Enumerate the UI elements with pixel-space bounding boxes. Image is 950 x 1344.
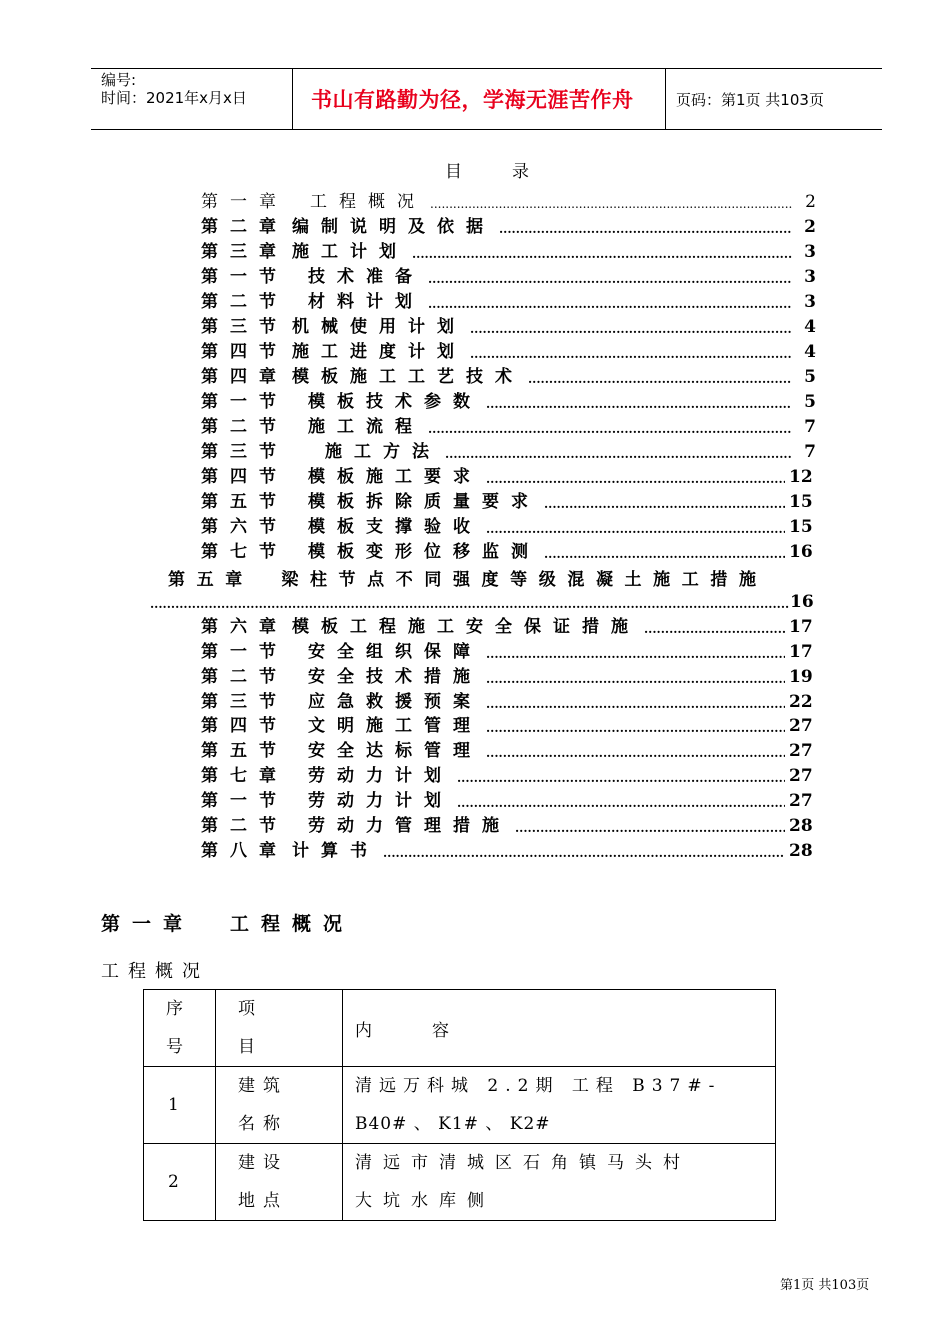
toc-entry-title: 机械使用计划 <box>292 317 466 337</box>
header-divider <box>292 68 293 129</box>
row-content-cell <box>343 1067 776 1144</box>
row-no-cell <box>144 1067 216 1144</box>
toc-entry-page: 27 <box>789 791 813 811</box>
toc-entry-page: 27 <box>789 741 813 761</box>
toc-entry[interactable] <box>201 338 816 362</box>
toc-entry[interactable] <box>201 812 813 836</box>
header-cell-no <box>144 990 216 1067</box>
toc-entry-label: 第六章 <box>201 617 288 637</box>
toc-entry-title: 计算书 <box>292 841 379 861</box>
toc-entry-page: 5 <box>804 392 816 412</box>
toc-leader <box>486 397 792 412</box>
footer-page-number: 第1页 共103页 <box>780 1278 870 1293</box>
toc-entry-label: 第二节 <box>201 816 288 836</box>
toc-leader <box>486 721 785 736</box>
toc-entry-label: 第一节 <box>201 791 288 811</box>
toc-entry-title: 施工方法 <box>325 442 441 462</box>
toc-entry-label: 第四章 <box>201 367 288 387</box>
toc-leader <box>383 846 785 861</box>
toc-entry-page: 19 <box>789 667 813 687</box>
toc-entry[interactable] <box>168 565 768 590</box>
toc-entry-title: 工程概况 <box>310 192 426 212</box>
toc-entry-label: 第七节 <box>201 542 288 562</box>
toc-entry-label: 第四节 <box>201 716 288 736</box>
toc-entry-title: 劳动力计划 <box>308 791 453 811</box>
toc-entry-label: 第一节 <box>201 392 288 412</box>
toc-entry-label: 第四节 <box>201 467 288 487</box>
toc-entry-title: 模板施工要求 <box>308 467 482 487</box>
toc-entry-title: 模板工程施工安全保证措施 <box>292 617 640 637</box>
toc-entry-page: 7 <box>804 442 816 462</box>
chapter-title: 工程概况 <box>230 913 355 935</box>
toc-entry-label: 第二节 <box>201 292 288 312</box>
toc-entry[interactable] <box>201 463 813 487</box>
row-content-bottom: B40# 、 K1# 、 K2# <box>355 1114 551 1134</box>
toc-entry-title: 安全达标管理 <box>308 741 482 761</box>
toc-entry[interactable] <box>201 688 813 712</box>
toc-entry[interactable] <box>201 388 816 412</box>
table-row <box>144 1067 776 1144</box>
toc-entry[interactable] <box>201 238 816 262</box>
toc-entry-label: 第二章 <box>201 217 288 237</box>
toc-entry[interactable] <box>201 737 813 761</box>
row-content-top: 清远市清城区石角镇马头村 <box>355 1153 691 1173</box>
table-header-row <box>144 990 776 1067</box>
row-no: 2 <box>168 1172 179 1192</box>
toc-entry[interactable] <box>201 613 813 637</box>
header-bottom-rule <box>91 129 882 130</box>
toc-entry-label: 第一章 <box>201 192 288 212</box>
toc-entry-title: 编制说明及依据 <box>292 217 495 237</box>
toc-entry-label: 第五节 <box>201 741 288 761</box>
toc-entry-label: 第四节 <box>201 342 288 362</box>
toc-entry-title: 施工流程 <box>308 417 424 437</box>
toc-entry[interactable] <box>201 188 816 212</box>
toc-leader <box>445 447 792 462</box>
toc-leader <box>486 472 785 487</box>
toc-leader <box>457 771 785 786</box>
header-no-bottom: 号 <box>166 1037 191 1057</box>
toc-entry[interactable] <box>201 762 813 786</box>
toc-entry[interactable] <box>201 513 813 537</box>
toc-entry-page: 28 <box>789 841 813 861</box>
row-content-bottom: 大坑水库侧 <box>355 1191 495 1211</box>
toc-entry-label: 第一节 <box>201 267 288 287</box>
toc-leader <box>428 272 792 287</box>
toc-entry-label: 第五节 <box>201 492 288 512</box>
toc-leader <box>486 647 785 662</box>
header-page-label: 页码：第1页 共103页 <box>676 91 824 109</box>
header-item-top: 项 <box>238 999 263 1019</box>
toc-entry-page: 16 <box>789 542 813 562</box>
toc-entry[interactable] <box>201 413 816 437</box>
toc-leader <box>499 222 792 237</box>
header-divider <box>665 68 666 129</box>
toc-entry-page: 4 <box>804 317 816 337</box>
toc-entry-page: 28 <box>789 816 813 836</box>
row-item-bottom: 地点 <box>238 1191 288 1211</box>
row-item-cell <box>216 1144 343 1221</box>
toc-entry-label: 第三章 <box>201 242 288 262</box>
toc-entry-title: 模板技术参数 <box>308 392 482 412</box>
toc-entry-page: 22 <box>789 692 813 712</box>
toc-entry-label: 第七章 <box>201 766 288 786</box>
toc-entry-page: 2 <box>804 217 816 237</box>
header-time-label: 时间：2021年x月x日 <box>101 89 247 107</box>
toc-leader <box>430 197 792 212</box>
toc-entry-continuation[interactable] <box>150 592 814 612</box>
toc-entry-title: 劳动力管理措施 <box>308 816 511 836</box>
toc-entry-page: 3 <box>804 292 816 312</box>
toc-entry-title: 模板拆除质量要求 <box>308 492 540 512</box>
toc-entry-title: 安全技术措施 <box>308 667 482 687</box>
toc-entry-title: 文明施工管理 <box>308 716 482 736</box>
toc-leader <box>486 672 785 687</box>
toc-entry-page: 3 <box>804 242 816 262</box>
toc-entry[interactable] <box>201 488 813 512</box>
toc-entry-label: 第三节 <box>201 442 288 462</box>
toc-leader <box>486 746 785 761</box>
row-no-cell <box>144 1144 216 1221</box>
toc-entry-title: 安全组织保障 <box>308 642 482 662</box>
overview-table <box>143 989 776 1221</box>
toc-entry-title: 材料计划 <box>308 292 424 312</box>
toc-entry-label: 第八章 <box>201 841 288 861</box>
toc-entry-label: 第二节 <box>201 667 288 687</box>
toc-entry-page: 16 <box>790 592 814 612</box>
table-row <box>144 1144 776 1221</box>
header-no-top: 序 <box>166 999 191 1019</box>
row-content-cell <box>343 1144 776 1221</box>
toc-entry-page: 4 <box>804 342 816 362</box>
header-content-label: 内容 <box>355 1020 509 1041</box>
toc-entry-page: 17 <box>789 642 813 662</box>
toc-leader <box>544 497 785 512</box>
toc-entry-page: 7 <box>804 417 816 437</box>
toc-entry[interactable] <box>201 712 813 736</box>
toc-entry-page: 12 <box>789 467 813 487</box>
toc-entry-page: 27 <box>789 716 813 736</box>
header-cell-item <box>216 990 343 1067</box>
toc-entry-page: 3 <box>804 267 816 287</box>
row-content-top: 清远万科城 2.2期 工程 B37#- <box>355 1076 722 1096</box>
header-top-rule <box>91 68 882 69</box>
toc-entry-page: 15 <box>789 517 813 537</box>
toc-entry-page: 15 <box>789 492 813 512</box>
header-code-label: 编号: <box>101 71 137 89</box>
toc-entry-title: 模板变形位移监测 <box>308 542 540 562</box>
toc-leader <box>515 821 785 836</box>
toc-entry-page: 2 <box>805 192 816 212</box>
toc-entry[interactable] <box>201 213 816 237</box>
toc-leader <box>428 297 792 312</box>
toc-entry-page: 5 <box>804 367 816 387</box>
toc-leader <box>544 547 785 562</box>
row-item-top: 建设 <box>238 1153 288 1173</box>
toc-entry[interactable] <box>201 787 813 811</box>
toc-leader <box>470 347 792 362</box>
toc-entry-label: 第二节 <box>201 417 288 437</box>
toc-leader <box>528 372 792 387</box>
toc-leader <box>486 697 785 712</box>
toc-entry-label: 第五章 <box>168 570 254 590</box>
row-item-bottom: 名称 <box>238 1114 288 1134</box>
toc-entry-page: 17 <box>789 617 813 637</box>
toc-entry[interactable] <box>201 288 816 312</box>
header-item-bottom: 目 <box>238 1037 263 1057</box>
toc-entry-label: 第三节 <box>201 692 288 712</box>
toc-leader <box>457 796 785 811</box>
row-item-cell <box>216 1067 343 1144</box>
toc-entry[interactable] <box>201 837 813 861</box>
header-cell-content <box>343 990 776 1067</box>
toc-entry-label: 第六节 <box>201 517 288 537</box>
toc-leader <box>150 597 790 612</box>
toc-entry-title: 梁柱节点不同强度等级混凝土施工措施 <box>281 570 768 590</box>
toc-entry-title: 施工进度计划 <box>292 342 466 362</box>
toc-entry-label: 第一节 <box>201 642 288 662</box>
toc-entry-page: 27 <box>789 766 813 786</box>
toc-entry[interactable] <box>201 263 816 287</box>
toc-entry[interactable] <box>201 538 813 562</box>
toc-leader <box>428 422 792 437</box>
toc-entry-title: 模板施工工艺技术 <box>292 367 524 387</box>
section-subtitle: 工程概况 <box>101 961 209 982</box>
header-motto: 书山有路勤为径，学海无涯苦作舟 <box>311 88 634 112</box>
row-item-top: 建筑 <box>238 1076 288 1096</box>
toc-entry[interactable] <box>201 313 816 337</box>
toc-leader <box>470 322 792 337</box>
toc-entry[interactable] <box>201 663 813 687</box>
toc-entry-title: 模板支撑验收 <box>308 517 482 537</box>
toc-leader <box>412 247 792 262</box>
row-no: 1 <box>168 1095 179 1115</box>
chapter-label: 第一章 <box>101 913 195 935</box>
toc-title: 目录 <box>445 162 579 182</box>
chapter-heading <box>101 909 354 936</box>
toc-entry-title: 劳动力计划 <box>308 766 453 786</box>
toc-leader <box>486 522 785 537</box>
toc-entry-title: 技术准备 <box>308 267 424 287</box>
toc-entry-title: 施工计划 <box>292 242 408 262</box>
toc-entry[interactable] <box>201 438 816 462</box>
toc-entry-label: 第三节 <box>201 317 288 337</box>
toc-entry[interactable] <box>201 363 816 387</box>
toc-leader <box>644 622 785 637</box>
toc-entry[interactable] <box>201 638 813 662</box>
toc-entry-title: 应急救援预案 <box>308 692 482 712</box>
